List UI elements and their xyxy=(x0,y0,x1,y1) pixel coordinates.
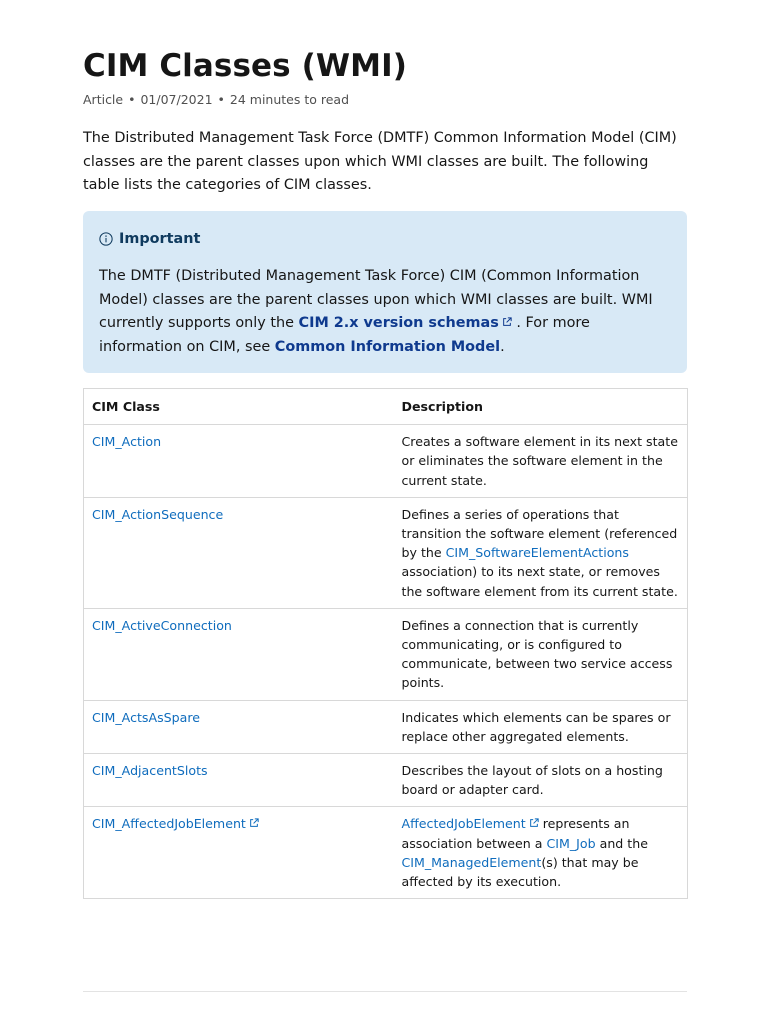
external-link-icon xyxy=(502,317,512,327)
article-meta xyxy=(83,92,349,107)
external-link-icon xyxy=(249,818,259,828)
description-text: represents an association between a xyxy=(401,816,630,851)
cim-job-link[interactable]: CIM_Job xyxy=(546,835,596,851)
description-text: association) to its next state, or removes the software element from its current state. xyxy=(401,564,678,599)
class-cell xyxy=(84,700,394,753)
table-row xyxy=(84,608,688,700)
description-cell: Defines a connection that is currently communicating, or is configured to communicate, between two service access points. xyxy=(394,608,688,700)
column-header-cim-class: CIM Class xyxy=(84,389,394,425)
table-row xyxy=(84,700,688,753)
description-cell: Creates a software element in its next state or eliminates the software element in the current state. xyxy=(394,425,688,498)
table-header-row xyxy=(84,389,688,425)
class-link-cim-actionsequence[interactable]: CIM_ActionSequence xyxy=(92,506,224,522)
alert-text: . For more information on CIM, see xyxy=(99,315,590,355)
alert-text: . xyxy=(500,338,505,355)
affectedjobelement-link[interactable] xyxy=(402,816,539,831)
intro-paragraph: The Distributed Management Task Force (DMTF) Common Information Model (CIM) classes are the parent classes upon which WMI classes are built. The following table lists the categories of CIM classes. xyxy=(83,130,677,193)
footer-divider xyxy=(83,991,687,992)
class-link-cim-actsasspare[interactable]: CIM_ActsAsSpare xyxy=(92,709,201,725)
read-time: 24 minutes to read xyxy=(229,92,350,107)
affectedjobelement-link-label: AffectedJobElement xyxy=(401,816,526,832)
info-icon xyxy=(99,232,113,246)
table-row xyxy=(84,754,688,807)
alert-body xyxy=(99,265,671,359)
description-text: (s) that may be affected by its execution. xyxy=(401,854,639,890)
column-header-description: Description xyxy=(394,389,688,425)
class-cell xyxy=(84,608,394,700)
page-title: CIM Classes (WMI) xyxy=(83,48,408,84)
description-cell: Indicates which elements can be spares or replace other aggregated elements. xyxy=(394,700,688,753)
table-row xyxy=(84,425,688,498)
cim-managedelement-link[interactable]: CIM_ManagedElement xyxy=(401,854,542,870)
meta-separator: • xyxy=(217,92,225,107)
class-cell xyxy=(84,807,394,899)
class-link-cim-adjacentslots[interactable]: CIM_AdjacentSlots xyxy=(92,763,208,779)
class-cell xyxy=(84,497,394,608)
class-link-cim-affectedjobelement[interactable] xyxy=(92,816,259,831)
external-link-icon xyxy=(529,818,539,828)
important-alert xyxy=(83,211,687,373)
class-cell xyxy=(84,754,394,807)
alert-text: The DMTF (Distributed Management Task Force) CIM (Common Information Model) classes are the parent classes upon which WMI classes are built. WMI currently supports only the xyxy=(99,268,653,331)
class-link-label: CIM_AffectedJobElement xyxy=(92,816,246,832)
table-row xyxy=(84,497,688,608)
table-row xyxy=(84,807,688,899)
alert-heading-label: Important xyxy=(119,231,201,247)
class-link-cim-action[interactable]: CIM_Action xyxy=(92,434,162,450)
description-text: and the xyxy=(595,835,648,851)
description-cell xyxy=(394,807,688,899)
cim-classes-table xyxy=(83,388,688,899)
alert-heading xyxy=(99,229,671,249)
description-text: Defines a series of operations that transition the software element (referenced by the xyxy=(401,506,678,561)
meta-separator: • xyxy=(128,92,136,107)
common-information-model-link[interactable]: Common Information Model xyxy=(274,338,501,355)
class-cell xyxy=(84,425,394,498)
cim-2x-schemas-link[interactable] xyxy=(299,315,512,331)
article-date: 01/07/2021 xyxy=(140,92,213,107)
cim-2x-schemas-link-label: CIM 2.x version schemas xyxy=(298,315,499,331)
class-link-cim-activeconnection[interactable]: CIM_ActiveConnection xyxy=(92,617,232,633)
description-cell: Describes the layout of slots on a hosting board or adapter card. xyxy=(394,754,688,807)
description-cell xyxy=(394,497,688,608)
cim-softwareelementactions-link[interactable]: CIM_SoftwareElementActions xyxy=(445,545,629,561)
article-type: Article xyxy=(83,92,124,107)
